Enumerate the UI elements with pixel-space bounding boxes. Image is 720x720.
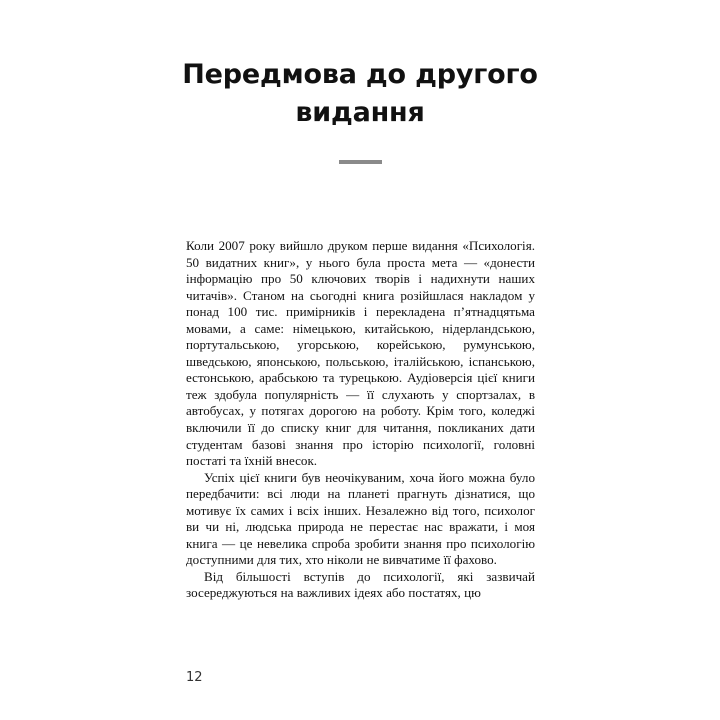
title-divider xyxy=(339,160,382,164)
body-paragraph: Успіх цієї книги був неочікуваним, хоча його можна було передбачити: всі люди на планеті прагнуть дізнатися, що мотивує їх самих і всіх інших. Незалежно від того, психолог ви чи ні, людська природа не перестає нас вражати, і моя книга — це невелика спроба зробити знання про психологію доступними для тих, хто ніколи не вивчатиме її фахово. xyxy=(186,469,535,568)
body-paragraph: Коли 2007 року вийшло друком перше видання «Психологія. 50 видатних книг», у нього була проста мета — «донести інформацію про 50 ключових творів і надихнути наших читачів». Станом на сьогодні книга розійшлася накладом у понад 100 тис. примірників і перекладена п’ятнадцятьма мовами, а саме: німецькою, китайською, нідерландською, портутальською, угорською, корейською, румунською, шведською, японською, польською, італійською, іспанською, естонською, арабською та турецькою. Аудіоверсія цієї книги теж здобула популярність — її слухають у спортзалах, в автобусах, у потягах дорогою на роботу. Крім того, коледжі включили її до списку книг для читання, покликаних дати студентам базові знання про історію психології, головні постаті та їхній внесок. xyxy=(186,238,535,469)
body-text-column xyxy=(186,238,535,602)
page-number: 12 xyxy=(186,670,203,685)
body-paragraph: Від більшості вступів до психології, які зазвичай зосереджуються на важливих ідеях або постатях, цю xyxy=(186,568,535,601)
chapter-heading-block xyxy=(0,56,720,164)
page-title: Передмова до другого видання xyxy=(182,59,538,128)
